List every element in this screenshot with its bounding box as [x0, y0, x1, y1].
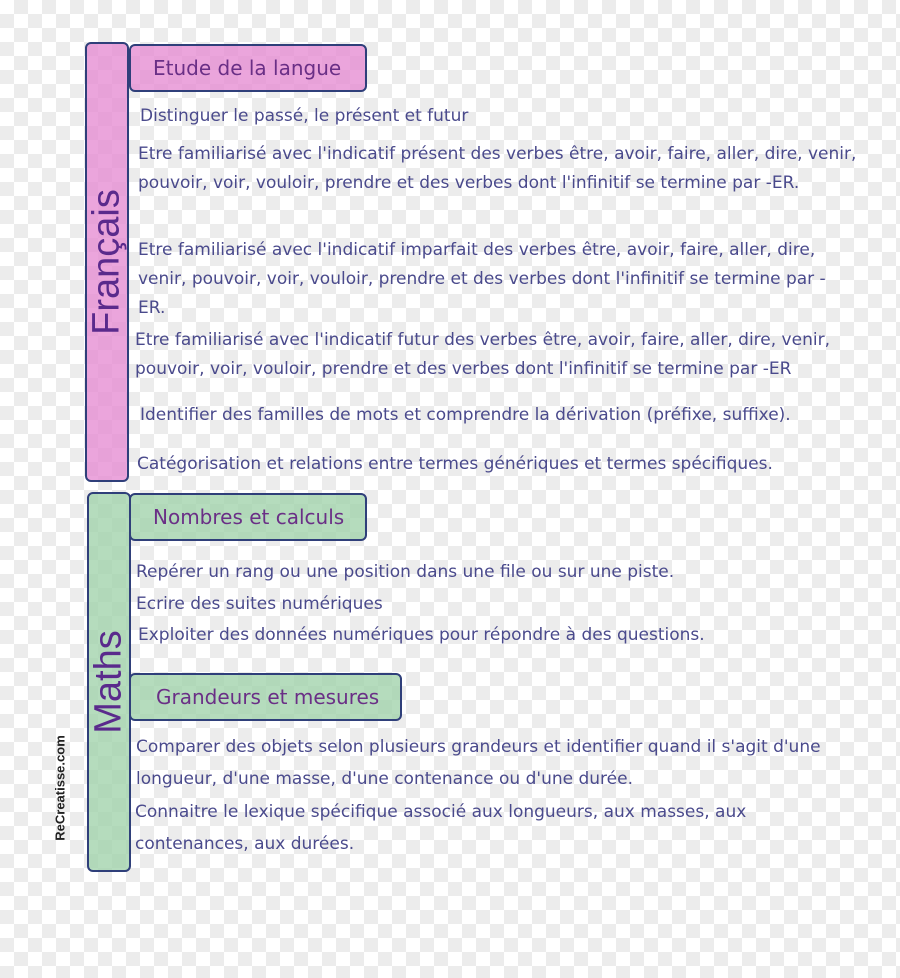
maths-label: Maths [87, 630, 130, 734]
list-item: Etre familiarisé avec l'indicatif présent des verbes être, avoir, faire, aller, dire, venir, pouvoir, voir, vouloir, prendre et des verbes dont l'infinitif se termine par -ER. [138, 144, 857, 193]
list-item: Repérer un rang ou une position dans une file ou sur une piste. [136, 562, 675, 582]
watermark-text: ReCreatisse.com [52, 735, 68, 841]
francais-band [85, 42, 129, 482]
list-item: Identifier des familles de mots et comprendre la dérivation (préfixe, suffixe). [140, 405, 791, 425]
list-item: Connaitre le lexique spécifique associé aux longueurs, aux masses, aux contenances, aux durées. [135, 802, 747, 854]
list-item: Etre familiarisé avec l'indicatif imparfait des verbes être, avoir, faire, aller, dire, venir, pouvoir, voir, vouloir, prendre et des verbes dont l'infinitif se termine par -ER. [138, 240, 826, 318]
list-item: Exploiter des données numériques pour répondre à des questions. [138, 625, 705, 645]
francais-label: Français [85, 189, 128, 335]
section-grandeurs-et-mesures: Grandeurs et mesures [129, 673, 402, 721]
section-nombres-et-calculs: Nombres et calculs [129, 493, 367, 541]
list-item: Comparer des objets selon plusieurs grandeurs et identifier quand il s'agit d'une longueur, d'une masse, d'une contenance ou d'une durée. [136, 737, 821, 789]
list-item: Distinguer le passé, le présent et futur [140, 106, 469, 126]
section-etude-de-la-langue: Etude de la langue [129, 44, 367, 92]
list-item: Ecrire des suites numériques [136, 594, 383, 614]
list-item: Catégorisation et relations entre termes génériques et termes spécifiques. [137, 454, 773, 474]
list-item: Etre familiarisé avec l'indicatif futur des verbes être, avoir, faire, aller, dire, venir, pouvoir, voir, vouloir, prendre et des verbes dont l'infinitif se termine par -ER [135, 330, 830, 379]
maths-band [87, 492, 131, 872]
